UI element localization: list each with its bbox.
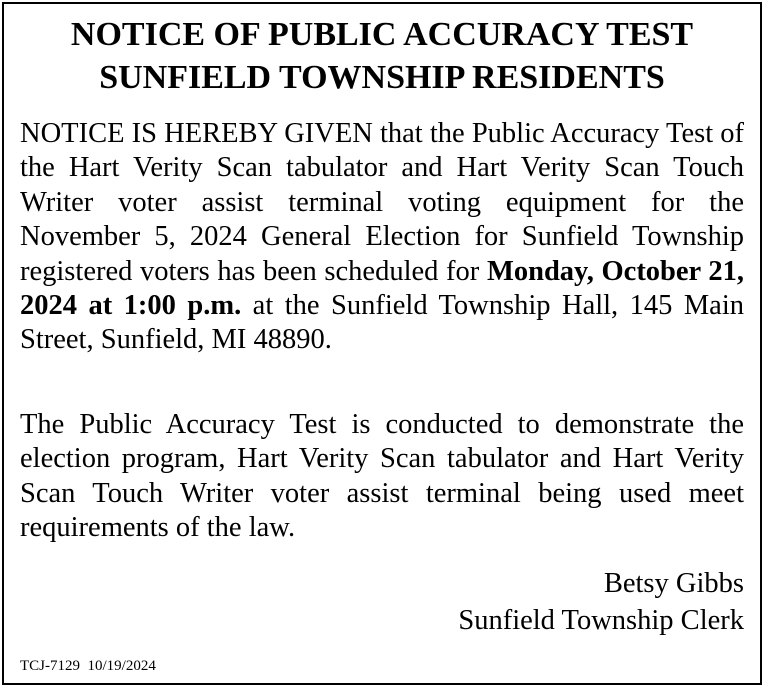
signer-name: Betsy Gibbs (603, 568, 744, 599)
signature-block (458, 565, 744, 639)
notice-title-line-1: NOTICE OF PUBLIC ACCURACY TEST (70, 16, 694, 53)
notice-title (4, 4, 760, 99)
paragraph-1-text-start: NOTICE IS HEREBY GIVEN that the Public Accuracy Test of the Hart Verity Scan tabulator and Hart Verity Scan Touch Writer voter assist terminal voting equipment for the November 5, 2024 General Election for Sunfield Township registered voters has been scheduled for (20, 118, 744, 287)
notice-paragraph-1 (20, 117, 744, 358)
paragraph-1-text-end: at the Sunfield Township Hall, 145 Main Street, Sunfield, MI 48890. (20, 290, 745, 356)
notice-title-line-2: SUNFIELD TOWNSHIP RESIDENTS (99, 59, 665, 96)
ad-reference-code: TCJ-7129 10/19/2024 (20, 658, 156, 674)
signer-title: Sunfield Township Clerk (458, 605, 744, 636)
notice-paragraph-2: The Public Accuracy Test is conducted to demonstrate the election program, Hart Verity Scan tabulator and Hart Verity Scan Touch Writer voter assist terminal being used meet requirements of the law. (20, 409, 744, 544)
meeting-date-time: Monday, October 21, 2024 at 1:00 p.m. (20, 255, 744, 322)
public-notice (2, 2, 762, 685)
